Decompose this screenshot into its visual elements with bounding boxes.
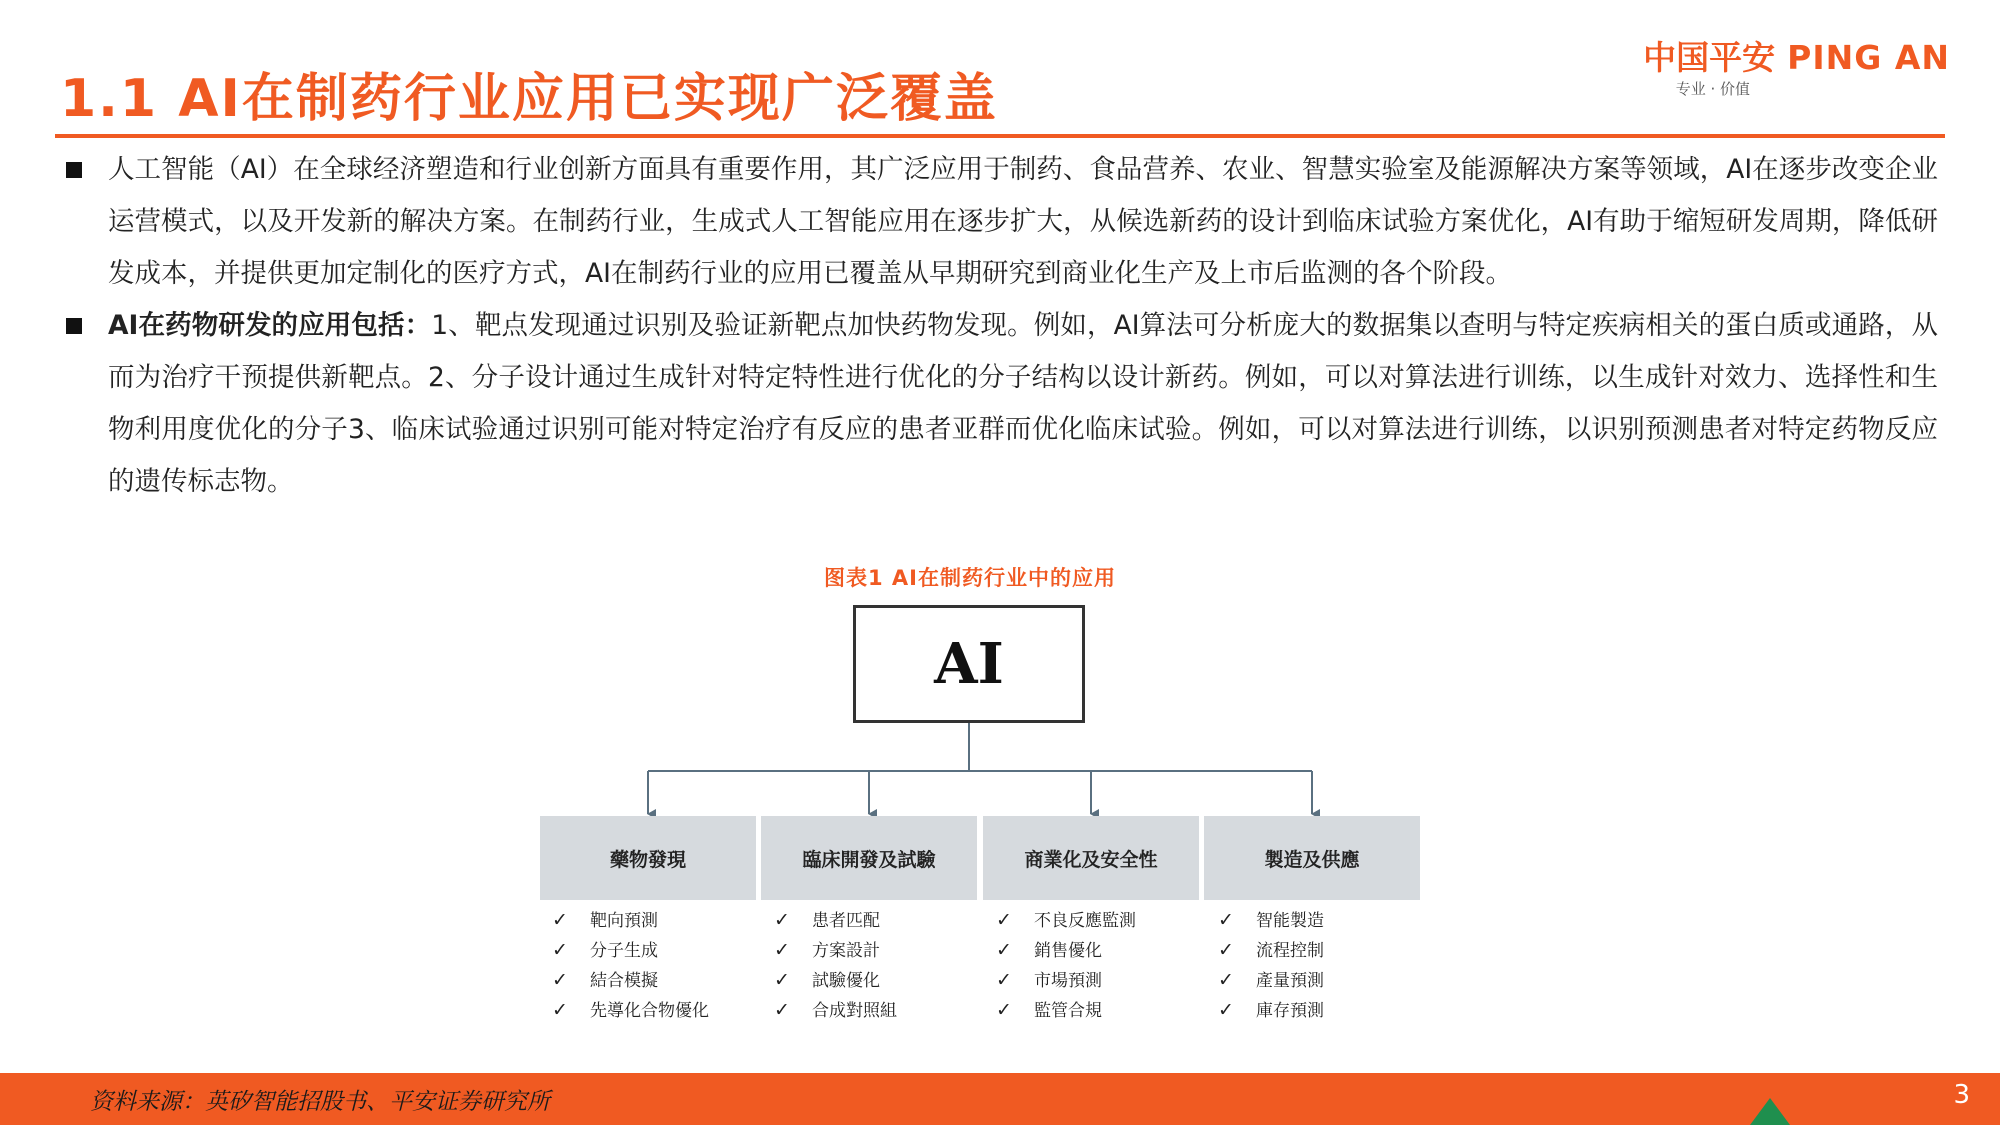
list-item xyxy=(774,936,974,966)
figure-caption: 图表1 AI在制药行业中的应用 xyxy=(824,566,1116,590)
check-icon: ✓ xyxy=(774,909,790,931)
list-item xyxy=(774,996,974,1026)
category-item-list xyxy=(996,906,1196,1026)
list-item xyxy=(552,966,752,996)
page-title: 1.1 AI在制药行业应用已实现广泛覆盖 xyxy=(60,69,998,129)
list-item-label: 智能製造 xyxy=(1256,911,1324,931)
list-item xyxy=(774,966,974,996)
list-item xyxy=(1218,996,1418,1026)
list-item-label: 合成對照組 xyxy=(812,1001,897,1021)
list-item xyxy=(996,906,1196,936)
check-icon: ✓ xyxy=(774,999,790,1021)
list-item xyxy=(552,936,752,966)
check-icon: ✓ xyxy=(774,969,790,991)
list-item xyxy=(996,996,1196,1026)
check-icon: ✓ xyxy=(552,909,568,931)
list-item xyxy=(774,906,974,936)
bullet-text: 1、靶点发现通过识别及验证新靶点加快药物发现。例如，AI算法可分析庞大的数据集以查明与特定疾病相关的蛋白质或通路，从而为治疗干预提供新靶点。2、分子设计通过生成针对特定特性进行优化的分子结构以设计新药。例如，可以对算法进行训练，以生成针对效力、选择性和生物利用度优化的分子3、临床试验通过识别可能对特定治疗有反应的患者亚群而优化临床试验。例如，可以对算法进行训练，以识别预测患者对特定药物反应的遗传标志物。 xyxy=(108,310,1938,497)
check-icon: ✓ xyxy=(552,939,568,961)
list-item-label: 不良反應監測 xyxy=(1034,911,1136,931)
check-icon: ✓ xyxy=(774,939,790,961)
list-item-label: 結合模擬 xyxy=(590,971,658,991)
list-item-label: 庫存預測 xyxy=(1256,1001,1324,1021)
category-item-list xyxy=(552,906,752,1026)
logo-en: PING AN xyxy=(1787,38,1950,77)
check-icon: ✓ xyxy=(996,999,1012,1021)
check-icon: ✓ xyxy=(996,939,1012,961)
bullet-text: 人工智能（AI）在全球经济塑造和行业创新方面具有重要作用，其广泛应用于制药、食品营养、农业、智慧实验室及能源解决方案等领域，AI在逐步改变企业运营模式，以及开发新的解决方案。在制药行业，生成式人工智能应用在逐步扩大，从候选新药的设计到临床试验方案优化，AI有助于缩短研发周期，降低研发成本，并提供更加定制化的医疗方式，AI在制药行业的应用已覆盖从早期研究到商业化生产及上市后监测的各个阶段。 xyxy=(108,154,1938,289)
list-item-label: 監管合規 xyxy=(1034,1001,1102,1021)
category-item-list xyxy=(774,906,974,1026)
list-item xyxy=(996,966,1196,996)
list-item xyxy=(996,936,1196,966)
check-icon: ✓ xyxy=(996,969,1012,991)
diagram-root-label: AI xyxy=(934,631,1004,697)
pingan-mark-icon xyxy=(1750,1098,1790,1125)
check-icon: ✓ xyxy=(1218,999,1234,1021)
list-item xyxy=(1218,906,1418,936)
page-number: 3 xyxy=(1953,1080,1970,1110)
category-commercialization: 商業化及安全性 xyxy=(983,816,1199,900)
category-item-list xyxy=(1218,906,1418,1026)
logo-cn: 中国平安 xyxy=(1643,38,1776,77)
list-item xyxy=(552,906,752,936)
list-item-label: 產量預測 xyxy=(1256,971,1324,991)
category-clinical-development: 臨床開發及試驗 xyxy=(761,816,977,900)
list-item xyxy=(552,996,752,1026)
check-icon: ✓ xyxy=(552,969,568,991)
check-icon: ✓ xyxy=(1218,939,1234,961)
list-item-label: 方案設計 xyxy=(812,941,880,961)
check-icon: ✓ xyxy=(552,999,568,1021)
check-icon: ✓ xyxy=(1218,969,1234,991)
list-item-label: 試驗優化 xyxy=(812,971,880,991)
list-item xyxy=(1218,936,1418,966)
list-item-label: 市場預測 xyxy=(1034,971,1102,991)
check-icon: ✓ xyxy=(996,909,1012,931)
list-item-label: 靶向預測 xyxy=(590,911,658,931)
list-item xyxy=(1218,966,1418,996)
category-drug-discovery: 藥物發現 xyxy=(540,816,756,900)
source-note: 资料来源：英矽智能招股书、平安证券研究所 xyxy=(90,1089,550,1115)
list-item-label: 分子生成 xyxy=(590,941,658,961)
category-manufacturing: 製造及供應 xyxy=(1204,816,1420,900)
check-icon: ✓ xyxy=(1218,909,1234,931)
list-item-label: 先導化合物優化 xyxy=(590,1001,709,1021)
list-item-label: 患者匹配 xyxy=(812,911,880,931)
bullet-lead: AI在药物研发的应用包括： xyxy=(108,310,432,341)
list-item-label: 流程控制 xyxy=(1256,941,1324,961)
logo-tagline: 专业 · 价值 xyxy=(1675,80,1750,98)
list-item-label: 銷售優化 xyxy=(1034,941,1102,961)
